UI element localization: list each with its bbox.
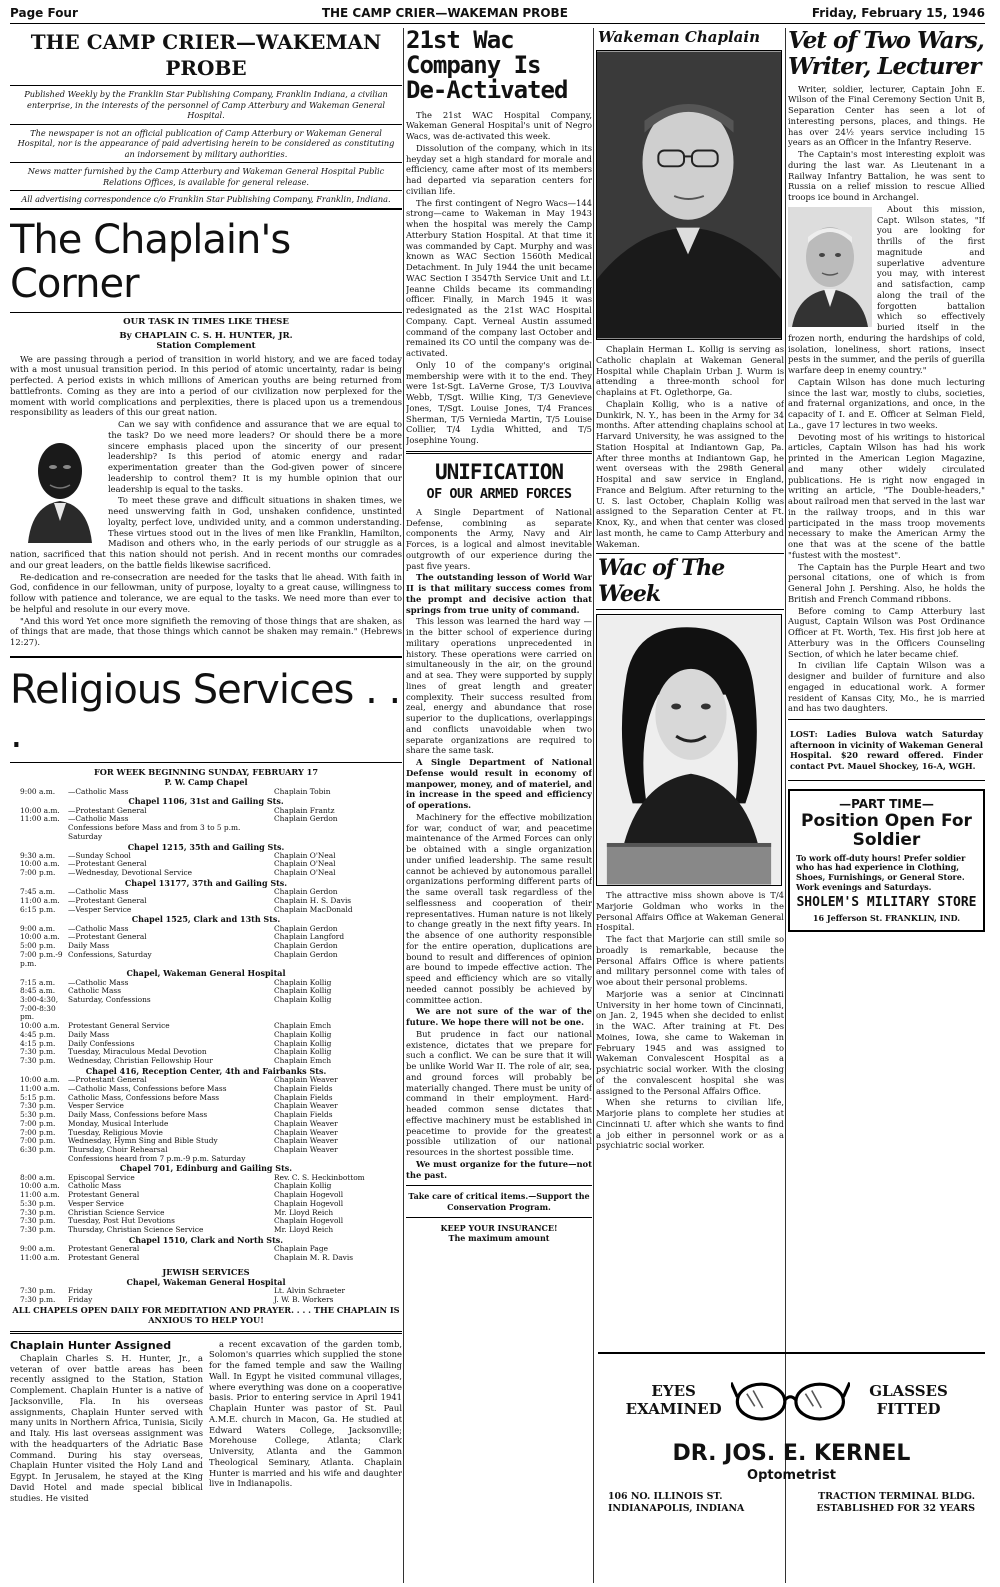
service-time: 7:15 a.m. [20, 977, 56, 987]
service-description: Tuesday, Religious Movie [68, 1127, 163, 1137]
optometrist-name: DR. JOS. E. KERNEL [672, 1441, 911, 1466]
service-row [10, 1155, 402, 1164]
article-byline: By CHAPLAIN C. S. H. HUNTER, JR. [119, 331, 293, 341]
service-row [10, 824, 402, 841]
service-chaplain: Chaplain Emch [274, 1056, 332, 1066]
service-description: —Catholic Mass [68, 977, 129, 987]
service-time: 3:00-4:30, 7:00-8:30 pm. [20, 995, 59, 1022]
jewish-services-chapel: Chapel, Wakeman General Hospital [126, 1277, 286, 1288]
service-description: Thursday, Christian Science Service [68, 1225, 204, 1235]
service-chaplain: Chaplain Kollig [274, 1181, 332, 1191]
service-chaplain: Chaplain Gerdon [274, 887, 338, 897]
article-paragraph: We are passing through a period of transition in world history, and we are faced today with a most unusual transition period. In this period of atomic uncertainty, radar is being perfected. A period exists in which millions of American youths are being returned from battlefronts. Coming as they are into a period of our civilization now perplexed for the moment with world complications and perplexities, there is placed upon us a tremendous responsibility as leaders of this our great nation. [10, 353, 402, 418]
service-chaplain: Chaplain Emch [274, 1021, 332, 1031]
article-paragraph: The outstanding lesson of World War II is that military success comes from the prompt and decisive action that springs from true unity of command. [406, 572, 592, 615]
service-description: —Catholic Mass [68, 923, 129, 933]
service-chaplain [274, 824, 402, 841]
chapel-name: Chapel 1510, Clark and North Sts. [128, 1234, 284, 1245]
jewish-services-title: JEWISH SERVICES [162, 1266, 250, 1277]
service-description: —Catholic Mass [68, 887, 129, 897]
address-line: INDIANAPOLIS, INDIANA [608, 1502, 745, 1514]
service-chaplain: Chaplain Hogevoll [274, 1216, 344, 1226]
article-paragraph: About this mission, Capt. Wilson states, "If you are looking for thrills of the first magnitude and superlative adventure you may, with interest and satisfaction, camp along the trail of the forgotten battalion which so effectively buried itself in the frozen north, enduring the hardships of cold, isolation, loneliness, short rations, insect pests in the summer, and the perils of guerilla warfare deep in enemy country." [788, 203, 985, 375]
service-chaplain: Chaplain Gerdon [274, 949, 338, 959]
service-description: Protestant General [68, 1252, 140, 1262]
article-paragraph: Re-dedication and re-consecration are needed for the tasks that lie ahead. With faith in God, confidence in our fellowman, unity of purpose, loyalty to a great cause, willingness to follow with patience and tolerance, we are equal to the tasks. We need more than ever to be helpful and resolute in our every move. [10, 571, 402, 614]
service-chaplain: Chaplain H. S. Davis [274, 895, 352, 905]
ad-store-address: 16 Jefferson St. FRANKLIN, IND. [812, 913, 961, 924]
service-chaplain: Chaplain Weaver [274, 1118, 338, 1128]
article-paragraph: Chaplain Herman L. Kollig is serving as Catholic chaplain at Wakeman General Hospital while Chaplain Urban J. Wurm is attending a three-month school for chaplains at Ft. Oglethorpe, Ga. [596, 344, 784, 398]
advertising-note: All advertising correspondence c/o Franklin Star Publishing Company, Franklin, Indiana. [21, 194, 391, 205]
disclaimer-note: The newspaper is not an official publication of Camp Atterbury or Wakeman General Hospital, nor is the appearance of paid advertising herein to be considered as constituting an indorsement by military authorities. [10, 125, 402, 164]
masthead-title: THE CAMP CRIER—WAKEMAN PROBE [321, 5, 568, 20]
service-time: 7:30 p.m. [20, 1101, 56, 1111]
service-time: 5:00 p.m. [20, 941, 56, 951]
unification-subheading: OF OUR ARMED FORCES [426, 485, 572, 502]
service-time: 11:00 a.m. [20, 1190, 60, 1200]
eyeglasses-icon [731, 1370, 850, 1430]
service-chaplain: Chaplain Tobin [274, 786, 331, 796]
services-week: FOR WEEK BEGINNING SUNDAY, FEBRUARY 17 [93, 766, 319, 777]
service-chaplain: Chaplain O'Neal [274, 850, 336, 860]
service-description: Vesper Service [68, 1101, 124, 1111]
service-description: —Catholic Mass [68, 786, 129, 796]
service-chaplain: Chaplain Gerdon [274, 814, 338, 824]
service-row [10, 1296, 402, 1305]
service-time: 7:30 p.m. [20, 1225, 56, 1235]
nameplate: THE CAMP CRIER—WAKEMAN PROBE [10, 28, 402, 86]
unification-body [406, 507, 592, 1181]
chapel-name: P. W. Camp Chapel [164, 777, 248, 788]
service-chaplain: Rev. C. S. Heckinbottom [274, 1172, 365, 1182]
service-description: Protestant General Service [68, 1021, 170, 1031]
service-description: —Protestant General [68, 932, 147, 942]
service-description: Protestant General [68, 1190, 140, 1200]
service-description: Confessions, Saturday [68, 949, 152, 959]
service-time: 11:00 a.m. [20, 1083, 60, 1093]
service-chaplain: Chaplain Kollig [274, 977, 332, 987]
service-time: 7:30 p.m. [20, 1295, 56, 1304]
service-description: Catholic Mass, Confessions before Mass [68, 1092, 220, 1102]
address-line: TRACTION TERMINAL BLDG. [818, 1490, 975, 1502]
article-paragraph: Marjorie was a senior at Cincinnati University in her home town of Cincinnati, on Jan. 2, 1945 when she decided to enlist in the WAC. After training at Ft. Des Moines, Iowa, she came to Wakeman in February 1945 and was assigned to Wakeman Convalescent Hospital as a psychiatric social worker. With the closing of the convalescent hospital she was assigned to the Personal Affairs Office. [596, 988, 784, 1096]
article-paragraph: The Captain's most interesting exploit was during the last war. As Lieutenant in a Railway Infantry Battalion, he was sent to Russia on a relief mission to rescue Allied troops ice bound in Archangel. [788, 149, 985, 202]
service-description: Wednesday, Christian Fellowship Hour [68, 1056, 213, 1066]
service-time [20, 824, 68, 841]
article-paragraph: The 21st WAC Hospital Company, Wakeman General Hospital's unit of Negro Wacs, was de-activated this week. [406, 109, 592, 142]
article-paragraph: This lesson was learned the hard way — in the bitter school of experience during military operations unprecedented in history. These operations were carried on simultaneously in the air, on the ground and at sea. They were supported by supply lines of great length and greater complexity. Their success resulted from zeal, energy and abundance that rose superior to the duplications, overlappings and conflicts unavoidable when two separate organizations are required to share the same task. [406, 616, 592, 756]
article-paragraph: To meet these grave and difficult situations in shaken times, we need unswerving faith in God, unshaken confidence, unstinted loyalty, perfect love, undivided unity, and a common understanding. These virtues stood out in the lives of men like Franklin, Hamilton, Madison and others who, in the early periods of our struggle as a nation, sacrificed that this nation should not perish. And in recent months our comrades and our great leaders, on the battle fields likewise sacrificed. [10, 495, 402, 570]
hunter-assigned-article [10, 1339, 402, 1505]
article-paragraph: Chaplain Charles S. H. Hunter, Jr., a veteran of over battle areas has been recently assigned to the Station, Station Complement. Chaplain Hunter is a native of Jacksonville, Fla. In his overseas assignments, Chaplain Hunter served with many units in Northern Africa, Tunisia, Sicily and Italy. His last overseas assignment was with the headquarters of the Adriatic Base Command. During his stay overseas, Chaplain Hunter visited the Holy Land and Egypt. In Jerusalem, he stayed at the King David Hotel and made special biblical studies. He visited [10, 1352, 203, 1503]
service-description: Thursday, Choir Rehearsal [68, 1144, 168, 1154]
news-release-note: News matter furnished by the Camp Atterbury and Wakeman General Hospital Public Relations Offices, is available for general release. [10, 163, 402, 191]
service-time: 7:00 p.m. [20, 1127, 56, 1137]
service-description: Tuesday, Miraculous Medal Devotion [68, 1047, 207, 1057]
service-description: —Protestant General [68, 895, 147, 905]
service-row [10, 1057, 402, 1066]
service-row [10, 869, 402, 878]
service-chaplain: Chaplain Frantz [274, 805, 335, 815]
service-row [10, 996, 402, 1022]
unification-heading: UNIFICATION [434, 459, 564, 484]
service-time: 9:00 a.m. [20, 1244, 56, 1254]
insurance-note: KEEP YOUR INSURANCE! [440, 1222, 558, 1233]
established-line: ESTABLISHED FOR 32 YEARS [816, 1502, 975, 1514]
article-paragraph: a recent excavation of the garden tomb, Solomon's quarries which supplied the stone for the famed temple and saw the Wailing Wall. In Egypt he visited communal villages, where everything was done on a cooperative basis. Prior to entering service in April 1941 Chaplain Hunter was pastor of St. Paul A.M.E. church in Macon, Ga. He studied at Edward Waters College, Jacksonville; Morehouse College, Atlanta; Clark University, Atlanta and the Gammon Theological Seminary, Atlanta. Chaplain Hunter is married and his wife and daughter live in Indianapolis. [209, 1338, 402, 1489]
service-chaplain: Mr. Lloyd Reich [274, 1225, 334, 1235]
service-chaplain: Chaplain Hogevoll [274, 1198, 344, 1208]
service-chaplain: Chaplain Weaver [274, 1075, 338, 1085]
service-time: 5:30 p.m. [20, 1198, 56, 1208]
service-description: —Protestant General [68, 859, 147, 869]
service-description: Friday [68, 1286, 93, 1296]
scripture-quote: "And this word Yet once more signifieth the removing of those things that are shaken, as of things that are made, that those things which cannot be shaken may remain." (Hebrews 12:27). [10, 615, 402, 648]
service-time: 10:00 a.m. [20, 859, 60, 869]
service-time: 7:30 p.m. [20, 1047, 56, 1057]
article-paragraph: Only 10 of the company's original membership were with it to the end. They were 1st-Sgt. LaVerne Grose, T/3 Louviva Webb, T/Sgt. Willie King, T/3 Genevieve Jones, T/Sgt. Louise Jones, T/4 Frances Sherman, T/5 Verniedа Martin, T/5 Louise Collier, T/4 Lydia Whitted, and T/5 Josephine Young. [406, 359, 592, 446]
kernel-optometrist-ad [598, 1352, 985, 1578]
service-time: 7:00 p.m. [20, 868, 56, 878]
service-time: 5:15 p.m. [20, 1092, 56, 1102]
wac-company-heading: 21st Wac Company Is De-Activated [406, 28, 568, 105]
service-time: 7:00 p.m. [20, 1118, 56, 1128]
article-paragraph: A Single Department of National Defense would result in economy of manpower, money, and of materiel, and in increase in the speed and efficiency of operations. [406, 757, 592, 811]
service-chaplain: Mr. Lloyd Reich [274, 1207, 334, 1217]
service-description: Friday [68, 1295, 93, 1304]
column-third [596, 28, 784, 1583]
article-byline-unit: Station Complement [156, 341, 256, 352]
column-right [788, 28, 985, 1583]
column-left [10, 28, 402, 1583]
service-chaplain: Chaplain Page [274, 1244, 328, 1254]
service-time: 5:30 p.m. [20, 1110, 56, 1120]
service-time: 11:00 a.m. [20, 1252, 60, 1262]
service-description: Saturday, Confessions [68, 995, 151, 1004]
chapel-name: Chapel 701, Edinburg and Gailing Sts. [119, 1163, 293, 1174]
service-chaplain: Chaplain Langford [274, 932, 345, 942]
service-chaplain: Chaplain Kollig [274, 1047, 332, 1057]
lost-watch-notice: LOST: Ladies Bulova watch Saturday afternoon in vicinity of Wakeman General Hospital. $20 reward offered. Finder contact Pvt. Mauel Shockey, 16-A, WGH. [790, 729, 983, 771]
service-chaplain: Chaplain O'Neal [274, 868, 336, 878]
service-description: Wednesday, Hymn Sing and Bible Study [68, 1136, 218, 1146]
service-time: 8:45 a.m. [20, 986, 56, 996]
service-description: Confessions heard from 7 p.m.-9 p.m. Saturday [68, 1153, 246, 1163]
article-paragraph: The attractive miss shown above is T/4 Marjorie Goldman who works in the Personal Affairs Office at Wakeman General Hospital. [596, 890, 784, 933]
jewish-services-list [10, 1287, 402, 1304]
sholem-store-ad [788, 789, 985, 932]
service-time: 11:00 a.m. [20, 895, 60, 905]
service-chaplain: Chaplain Weaver [274, 1127, 338, 1137]
religious-services-heading: Religious Services . . . [10, 656, 402, 763]
service-time: 10:00 a.m. [20, 932, 60, 942]
article-paragraph: In civilian life Captain Wilson was a designer and builder of furniture and also engaged in educational work. A former resident of Kansas City, Mo., he is married and has two daughters. [788, 660, 985, 714]
article-paragraph: Machinery for the effective mobilization for war, conduct of war, and peacetime maintenance of the Armed Forces can only be obtained with a single organization under unified leadership. The same result cannot be achieved by autonomous parallel organizations performing different parts of the same overall task regardless of the selflessness and cooperation of their representatives. Human nature is not likely to change greatly in the next fifty years. In the absence of one authority responsible for the entire operation, duplications are bound to result and differences of opinion are bound to impede effective action. The speed and efficiency which are so vitally needed cannot possibly be achieved by committee action. [406, 811, 592, 1005]
conservation-note: Take care of critical items.—Support the Conservation Program. [408, 1191, 590, 1212]
service-time: 6:30 p.m. [20, 1144, 56, 1154]
service-chaplain: Chaplain Kollig [274, 1029, 332, 1039]
wac-of-week-heading: Wac of The Week [596, 553, 784, 610]
service-chaplain: Lt. Alvin Schraeter [274, 1286, 346, 1296]
service-description: Daily Mass, Confessions before Mass [68, 1110, 208, 1120]
service-description: Tuesday, Post Hut Devotions [68, 1216, 175, 1226]
service-description: Daily Confessions [68, 1038, 135, 1048]
service-description: Daily Mass [68, 1029, 110, 1039]
article-paragraph: When she returns to civilian life, Marjorie plans to complete her studies at Cincinnati U. after which she wants to find a job either in personnel work or as a psychiatric social worker. [596, 1097, 784, 1151]
column-divider [785, 28, 786, 1583]
service-description: —Catholic Mass [68, 814, 129, 824]
service-description: —Catholic Mass, Confessions before Mass [68, 1083, 227, 1093]
article-paragraph: Writer, soldier, lecturer, Captain John E. Wilson of the Final Ceremony Section Unit B, Separation Center has seen a lot of interesting persons, places, and things. He has over 24½ years service including 15 years as an Officer in the Infantry Reserve. [788, 83, 985, 148]
service-time: 7:30 p.m. [20, 1286, 56, 1296]
service-time: 7:30 p.m. [20, 1216, 56, 1226]
service-description: Confessions before Mass and from 3 to 5 p.m. Saturday [68, 823, 241, 841]
address-line: 106 NO. ILLINOIS ST. [608, 1490, 723, 1502]
service-description: Christian Science Service [68, 1207, 165, 1217]
service-description: Protestant General [68, 1244, 140, 1254]
service-time: 7:30 p.m. [20, 1056, 56, 1066]
service-chaplain: Chaplain Fields [274, 1110, 333, 1120]
service-chaplain: Chaplain Kollig [274, 986, 332, 996]
ad-part-time: —PART TIME— [839, 797, 934, 811]
page-masthead [10, 4, 985, 24]
service-row [10, 788, 402, 797]
service-chaplain: Chaplain Fields [274, 1092, 333, 1102]
column-divider [403, 28, 404, 1583]
marjorie-goldman-photo [596, 614, 782, 886]
chapel-name: Chapel, Wakeman General Hospital [126, 968, 286, 979]
service-row [10, 1254, 402, 1263]
service-description: —Protestant General [68, 1075, 147, 1085]
service-time: 8:00 a.m. [20, 1172, 56, 1182]
eyes-examined-label: EYES EXAMINED [625, 1382, 722, 1418]
chapel-name: Chapel 1106, 31st and Gailing Sts. [128, 796, 284, 807]
article-paragraph: Devoting most of his writings to historical articles, Captain Wilson has had his work printed in the American Legion Magazine, and many other widely circulated publications. He is right now engaged in writing an article, "The Double-headers," about railroad men that served in the last war in the railway troops, and in this war participated in the mass troop movements necessary to make the American Army the one that was at the scene of the battle "fustest with the mostest". [788, 431, 985, 560]
ad-position-title: Position Open For Soldier [801, 811, 972, 851]
service-row [10, 1226, 402, 1235]
service-chaplain: Chaplain Kollig [274, 995, 332, 1004]
service-row [10, 906, 402, 915]
chapel-name: Chapel 416, Reception Center, 4th and Fairbanks Sts. [85, 1065, 327, 1076]
article-paragraph: Chaplain Kollig, who is a native of Dunkirk, N. Y., has been in the Army for 34 months. After attending chaplains school at Harvard University, he was assigned to the Station Hospital at Indiantown Gap, Pa. After three months at Indiantown Gap, he went overseas with the 298th General Hospital and saw service in England, France and Belgium. After returning to the U. S. last October, Chaplain Kollig was assigned to the Separation Center at Ft. Knox, Ky., and when that center was closed last month, he came to Camp Atterbury and Wakeman. [596, 398, 784, 549]
service-row [10, 951, 402, 968]
services-footer: ALL CHAPELS OPEN DAILY FOR MEDITATION AND PRAYER. . . . THE CHAPLAIN IS ANXIOUS TO HELP YOU! [12, 1304, 400, 1326]
service-chaplain: Chaplain Fields [274, 1083, 333, 1093]
chapel-name: Chapel 13177, 37th and Gailing Sts. [124, 877, 288, 888]
chaplain-hunter-portrait [20, 423, 100, 543]
service-time [20, 1155, 68, 1164]
service-time: 4:15 p.m. [20, 1038, 56, 1048]
service-description: Episcopal Service [68, 1172, 135, 1182]
service-time: 10:00 a.m. [20, 1181, 60, 1191]
captain-wilson-photo [788, 207, 872, 327]
chapel-name: Chapel 1525, Clark and 13th Sts. [131, 914, 281, 925]
service-chaplain: Chaplain Gerdon [274, 923, 338, 933]
glasses-fitted-label: GLASSES FITTED [869, 1382, 948, 1418]
chaplains-corner-heading: The Chaplain's Corner [10, 208, 402, 313]
publisher-note: Published Weekly by the Franklin Star Publishing Company, Franklin Indiana, a civilian enterprise, in the interests of the personnel of Camp Atterbury and Wakeman General Hospital. [10, 86, 402, 125]
article-paragraph: The first contingent of Negro Wacs—144 strong—came to Wakeman in May 1943 when the hospital was merely the Camp Atterbury Station Hospital. At that time it was commanded by Capt. Murphy and was known as WAC Section 1560th Medical Detachment. In July 1944 the unit became WAC Section I 3547th Service Unit and Lt. Jeanne Childs became its commanding officer. Finally, in March 1945 it was redesignated as the 21st WAC Hospital Company. Capt. Verneal Austin assumed command of the company last October and remained its CO until the company was de-activated. [406, 197, 592, 359]
service-chaplain: Chaplain Weaver [274, 1136, 338, 1146]
service-chaplain: J. W. B. Workers [274, 1295, 334, 1304]
service-time: 6:15 p.m. [20, 904, 56, 914]
service-chaplain: Chaplain O'Neal [274, 859, 336, 869]
service-time: 10:00 a.m. [20, 1075, 60, 1085]
service-time: 7:00 p.m.-9 p.m. [20, 949, 63, 968]
service-description: Catholic Mass [68, 1181, 122, 1191]
article-paragraph: Dissolution of the company, which in its heyday set a high standard for morale and efficiency, came after most of its members had departed via separation centers for civilian life. [406, 142, 592, 196]
column-divider [593, 28, 594, 1583]
page-number: Page Four [10, 5, 78, 20]
service-time: 11:00 a.m. [20, 814, 60, 824]
wakeman-chaplain-heading: Wakeman Chaplain [598, 28, 760, 46]
service-time: 7:00 p.m. [20, 1136, 56, 1146]
service-description: —Wednesday, Devotional Service [68, 868, 193, 878]
chapel-name: Chapel 1215, 35th and Gailing Sts. [127, 841, 285, 852]
service-description: Monday, Musical Interlude [68, 1118, 169, 1128]
issue-date: Friday, February 15, 1946 [811, 5, 985, 20]
article-paragraph: The Captain has the Purple Heart and two personal citations, one of which is from General John J. Pershing. Also, he holds the British and French Command ribbons. [788, 561, 985, 604]
service-description: —Sunday School [68, 850, 131, 860]
service-time: 4:45 p.m. [20, 1029, 56, 1039]
article-paragraph: A Single Department of National Defense, combining as separate components the Army, Navy and Air Forces, is a logical and almost inevitable outgrowth of our experience during the past five years. [406, 506, 592, 571]
service-description: —Vesper Service [68, 904, 132, 914]
article-paragraph: The fact that Marjorie can still smile so broadly is remarkable, because the Personal Affairs Office is where patients and military personnel come with tales of woe about their personal problems. [596, 934, 784, 988]
service-description: Catholic Mass [68, 986, 122, 996]
article-paragraph: We are not sure of the war of the future. We hope there will not be one. [406, 1006, 592, 1028]
service-chaplain: Chaplain Kollig [274, 1038, 332, 1048]
service-time: 7:30 p.m. [20, 1207, 56, 1217]
article-paragraph: Can we say with confidence and assurance that we are equal to the task? Do we need more leaders? Or should there be a more sincere emphasis placed upon the sincerity of our present leadership? Is this period of atomic energy and radar experimentation greater than the God-given power of sincere leadership to control them? It is my humble opinion that our leadership is equal to the tasks. [108, 419, 402, 494]
service-time: 9:00 a.m. [20, 786, 56, 796]
service-time: 9:30 a.m. [20, 850, 56, 860]
article-paragraph: But prudence in fact our national existence, dictates that we prepare for such a conflict. We can be sure that it will be unlike World War II. The role of air, sea, and ground forces will probably be materially changed. There must be unity of command in their employment. Hard-headed common sense dictates that effective machinery must be established in peacetime to provide for the greatest possible utilization of our national resources in the shortest possible time. [406, 1028, 592, 1158]
service-description: —Protestant General [68, 805, 147, 815]
service-time: 7:45 a.m. [20, 887, 56, 897]
article-subhead: OUR TASK IN TIMES LIKE THESE [123, 316, 289, 327]
service-chaplain: Chaplain Weaver [274, 1101, 338, 1111]
insurance-note-sub: The maximum amount [448, 1233, 550, 1244]
service-time: 10:00 a.m. [20, 1021, 60, 1031]
column-second [406, 28, 592, 1583]
vet-two-wars-heading: Vet of Two Wars, Writer, Lecturer [788, 28, 984, 80]
service-chaplain: Chaplain MacDonald [274, 904, 353, 914]
chaplain-kollig-photo [596, 50, 782, 340]
ad-store-name: SHOLEM'S MILITARY STORE [796, 895, 977, 911]
service-chaplain: Chaplain Gerdon [274, 941, 338, 951]
services-list [10, 777, 402, 1262]
service-chaplain: Chaplain Weaver [274, 1144, 338, 1154]
article-paragraph: Captain Wilson has done much lecturing since the last war, mostly to clubs, societies, and fraternal organizations, and once, in the capacity of I. and E. Officer at Selman Field, La., gave 17 lectures in two weeks. [788, 376, 985, 430]
service-time: 10:00 a.m. [20, 805, 60, 815]
service-description: Vesper Service [68, 1198, 124, 1208]
article-paragraph: Before coming to Camp Atterbury last August, Captain Wilson was Post Ordinance Officer at Ft. Worth, Tex. His first job here at Atterbury was in the Officers Counseling Section, of which he later became chief. [788, 605, 985, 659]
service-time: 9:00 a.m. [20, 923, 56, 933]
service-chaplain: Chaplain M. R. Davis [274, 1252, 353, 1262]
optometrist-title: Optometrist [747, 1468, 836, 1484]
service-chaplain [274, 1155, 402, 1164]
service-description: Daily Mass [68, 941, 110, 951]
article-paragraph: We must organize for the future—not the past. [406, 1158, 592, 1180]
hunter-assigned-heading: Chaplain Hunter Assigned [10, 1338, 172, 1352]
service-chaplain: Chaplain Hogevoll [274, 1190, 344, 1200]
ad-description: To work off-duty hours! Prefer soldier who has had experience in Clothing, Shoes, Furnishings, or General Store. Work evenings and Saturdays. [796, 852, 966, 892]
